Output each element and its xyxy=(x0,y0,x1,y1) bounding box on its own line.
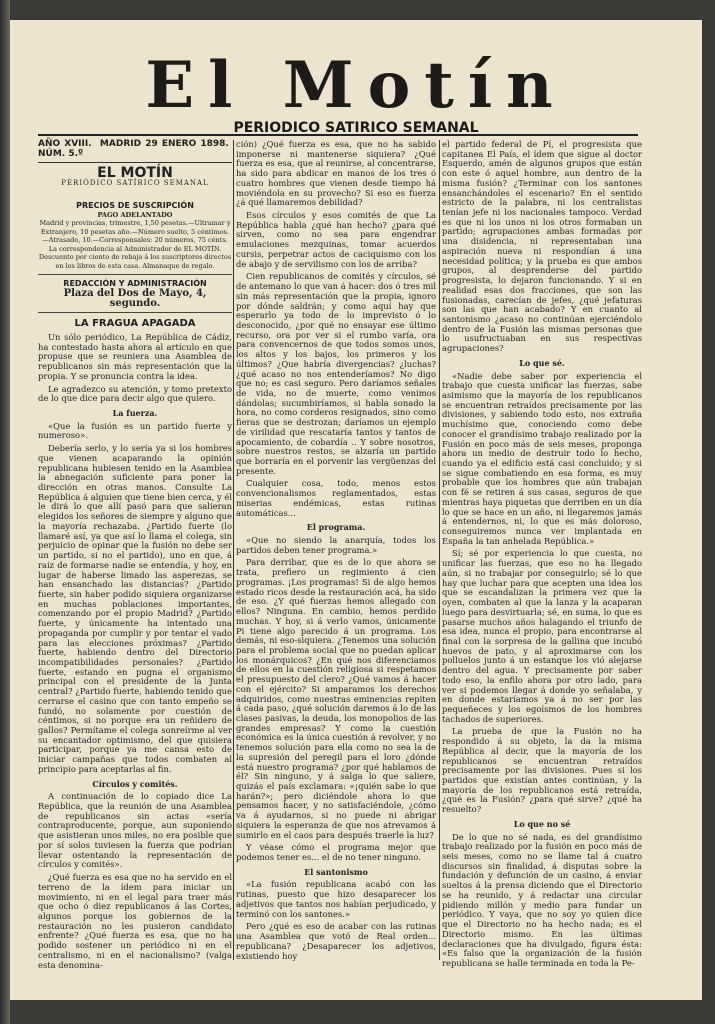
paragraph: Y véase cómo el programa mejor que podemos tener es... el de no tener ninguno. xyxy=(236,842,436,863)
address: Plaza del Dos de Mayo, 4, segundo. xyxy=(63,287,207,309)
newspaper-page xyxy=(10,20,702,1000)
box-title: EL MOTÍN xyxy=(97,165,173,182)
paragraph: «La fusión republicana acabó con las rutinas, puesto que hizo desaparecer los adjetivos que tantos nos habían perjudicado, y terminó con los santones.» xyxy=(236,879,436,919)
issue-date: MADRID 29 ENERO 1898. xyxy=(99,139,229,149)
dateline xyxy=(38,140,232,163)
paragraph: Pero ¿qué es eso de acabar con las rutinas una Asamblea que votó de Real orden... republicana? ¿Desaparecer los adjetivos, existiendo hoy xyxy=(236,921,436,961)
paragraph: Un sólo periódico, La República de Cádiz, ha contestado hasta ahora al artículo en que propuse que se reuniera una Asamblea de republicanos sin más representación que la propia. Y se pronuncia contra la idea. xyxy=(38,331,232,381)
article-title: LA FRAGUA APAGADA xyxy=(74,318,196,330)
prices-text: Madrid y provincias, trimestre, 1,50 pesetas.—Ultramar y Extranjero, 10 pesetas año.—Número suelto, 5 céntimos.—Atrasado, 10.—Corresponsales: 20 números, 75 cénts. La correspondencia al Administrador de EL MOTÍN. Descuento por ciento de rebaja á los suscriptores directos en los libros de esta casa. Almanaque de regalo. xyxy=(38,219,232,270)
issue-number: NÚM. 5.º xyxy=(38,148,84,159)
subheading: Lo que no sé xyxy=(513,818,571,829)
issue-year: AÑO XVIII. xyxy=(38,139,92,149)
paragraph: Cien republicanos de comités y círculos, sé de antemano lo que van á hacer: dos ó tres mil sin más representación que la propia, ignoro por dónde saldrán; y como aquí hay que esperarlo ya todo de lo imprevisto ó lo desconocido, ¿por qué no ensayar ese último recurso, ora por ver si el rumbo varía, ora para convencernos de que todos somos unos, los altos y los bajos, los primeros y los últimos? ¿Que habría divergencias? ¿luchas? ¿qué acaso no nos entenderíamos? No digo que no; es casi seguro. Pero daríamos señales de vida, no de muerte, como venimos dándolas; sucumbiríamos, si habla sonado la hora, no como corderos resignados, sino como fieras que se destrozan; daríamos un ejemplo de virilidad que rescataría tantos y tantos de apocamiento, de cobardía .. Y sobre nosotros, sobre nuestros restos, se alzaría un partido que borraría en el porvenir las vergüenzas del presente. xyxy=(236,271,436,476)
paragraph: Le agradezco su atención, y tomo pretexto de lo que dice para decir algo que quiero. xyxy=(38,383,232,404)
paragraph: ción) ¿Qué fuerza es esa, que no ha sabido imponerse ni mantenerse siquiera? ¿Qué fuerza es esa, que al reunirse, al concentrarse, ha sido para abdicar en manos de los tres ó cuatro hombres que vienen desde tiempo há moviéndola en su provecho? Si eso es fuerza ¿á qué llamaremos debilidad? xyxy=(236,139,436,208)
newspaper-subtitle: PERIODICO SATIRICO SEMANAL xyxy=(233,120,479,136)
subscription-box xyxy=(38,165,232,309)
paragraph: el partido federal de Pí, el progresista que capitanea El País, el ídem que sigue al doctor Esquerdo, amén de algunos grupos que están con este ó aquel hombre, aun dentro de la misma fusión? ¿Terminar con los santones ensanchándoles el escenario? En el sentido estricto de la palabra, ni los centralistas tenían jefe ni los nacionales tampoco. Verdad es que ni los unos ni los otros formaban un partido; agrupaciones ambas formadas por una disidencia, ni representaban una aspiración nueva ni respondían á una necesidad política; y la prueba es que ambos grupos, al desprenderse del partido progresista, lo dejaron funcionando. Y si en realidad esas dos fracciones, que son las fusionadas, carecían de jefes, ¿qué jefaturas son las que han acabado? Y en cuanto al santonismo ¿acaso no continúan ejerciéndolo dentro de la Fusión las mismas personas que lo usufructuaban en sus respectivas agrupaciones? xyxy=(442,139,642,354)
paragraph: Debería serlo, y lo sería ya si los hombres que vienen acaparando la opinión republicana hubiesen tenido en la Asamblea la abnegación suficiente para poner la dirección en otras manos. Consulte La República á alguien que tiene bien cerca, y él le dirá lo que allí pasó para que salieran elegidos los señores de siempre y alguno que la mayoría rechazaba. ¿Partido fuerte (lo llamaré así, ya que así lo llama el colega, sin perjuicio de opinar que la fusión no debe ser un partido, si no el partido), uno en que, á raíz de formarse nadie se entendía, y hoy, en lugar de haberse limado las asperezas, se han ensanchado las distancias? ¿Partido fuerte, sin haber podido siquiera organizarse en muchas poblaciones importantes, comenzando por el propio Madrid? ¿Partido fuerte, y únicamente ha intentado una propaganda por cumplir y por tentar el vado para las elecciones próximas? ¿Partido fuerte, habiendo dentro del Directorio incompatibilidades personales? ¿Partido fuerte, estando en pugna el organismo principal con el presidente de la Junta central? ¿Partido fuerte, habiendo tenido que cerrarse el casino que con tanto empeño se fundó, no solamente por cuestión de céntimos, si no porque era un reñidero de gallos? Permítame el colega sonreírme al ver su encantador optimismo, del que quisiera participar, porque ya me cansa esto de iniciar campañas que todos combaten al principio para aceptarlas al fin. xyxy=(38,443,232,774)
masthead xyxy=(10,48,702,136)
newspaper-title: El Motín xyxy=(145,48,567,123)
box-divider xyxy=(38,274,232,275)
paragraph: La prueba de que la Fusión no ha respondido á su objeto, la da la misma República al decir, que la mayoría de los republicanos se encuentran retraídos precisamente por las divisiones. Pues si los partidos que existían antes continúan, y la mayoría de los republicanos está retraída, ¿qué es la Fusión? ¿para qué sirve? ¿qué ha resuelto? xyxy=(442,726,642,815)
paragraph: «Que no siendo la anarquía, todos los partidos deben tener programa.» xyxy=(236,535,436,555)
prices-subheading: PAGO ADELANTADO xyxy=(97,210,173,219)
subheading: La fuerza. xyxy=(112,408,158,418)
column-divider xyxy=(233,140,234,960)
paragraph: ¿Qué fuerza es esa que no ha servido en el terreno de la ídem para iniciar un movimiento, ni en el legal para traer más que ocho ó diez republicanos á las Cortes, algunos porque los gobiernos de la restauración no les pusieron candidato enfrente? ¿Qué fuerza es esa, que no ha podido sostener un periódico ni en el centralismo, ni en el nacionalismo? (valga esta denomina- xyxy=(38,872,232,970)
column-2 xyxy=(236,140,436,964)
paragraph: Sí; sé por experiencia lo que cuesta, no unificar las fuerzas, que eso no ha llegado aún, si no trabajar por conseguirlo; sé lo que hay que luchar para que acepten una idea los que se escandalizan la primera vez que la oyen, combaten al que la lanza y la acaparan luego para desvirtuarla; sé, en suma, lo que es pasarse muchos años halagando el triunfo de esa idea, nunca el propio, para encontrarse al final con la sorpresa de la gallina que incubó huevos de pato, y al aproximarse con los polluelos junto á un estanque los vió alejarse dentro del agua. Y precisamente por saber todo eso, la enfilo ahora por otro lado, para ver si podemos llegar á donde yo señalaba, y en donde estaríamos ya á no ser por las pequeñeces y los egoísmos de los hombres tachados de superiores. xyxy=(442,548,642,724)
paragraph: Para derribar, que es de lo que ahora se trata, prefiero un regimiento á cien programas. ¡Los programas! Si de algo hemos estado ricos desde la restauración acá, ha sido de eso. ¿Y qué fuerzas hemos allegado con ellos? Ninguna. En cambio, hemos perdido muchas. Y hoy, si á verlo vamos, únicamente Pi tiene algo parecido á un programa. Los demás, ni eso-siquiera. ¿Tenemos una solución para el problema social que no puedan aplicar los monárquicos? ¿En qué nos diferenciamos de ellos en la cuestión religiosa si respetamos el presupuesto del clero? ¿Qué vamos á hacer con el ejército? Si amparamos los derechos adquiridos, como nuestras eminencias repiten á cada paso, ¿qué solución daremos á lo de las clases pasivas, la deuda, los monopolios de las grandes empresas? Y como la cuestión económica es la única cuestión á revolver, y no tenemos solución para ella como no sea la de la supresión del peregil para el loro ¿dónde está nuestro programa? ¿por qué hablamos de él? Sin ninguno, y á salga lo que saliere, quizás el país exclamara: «¡quién sabe lo que harán?»; pero diciéndole ahora lo que pensamos hacer, y no satisfaciéndole, ¿cómo va á ayudarnos, si no puede ni abrigar siquiera la esperanza de que nos atrevamos á sumirlo en el caos para después traerle la luz? xyxy=(236,557,436,840)
subheading: Lo que sé. xyxy=(519,357,565,368)
paragraph: Cualquier cosa, todo, menos estos convencionalismos reglamentados, estas miserias endémicas, estas rutinas automáticas... xyxy=(236,478,436,518)
column-1 xyxy=(38,140,232,973)
paragraph: Esos círculos y esos comités de que La República habla ¿qué han hecho? ¿para qué sirven, como no sea para engendrar emulaciones mezquinas, tomar acuerdos cursis, perpetrar actos de caciquismo con los de abajo y de servilismo con los de arriba? xyxy=(236,210,436,269)
column-divider xyxy=(439,140,440,960)
prices-heading: PRECIOS DE SUSCRIPCIÓN xyxy=(76,200,194,210)
paragraph: De lo que no sé nada, es del grandísimo trabajo realizado por la fusión en poco más de seis meses, como no se llame tal á cuatro discursos sin finalidad, á disputas sobre la fundación y defunción de un casino, á enviar sueltos á la prensa diciendo que el Directorio se ha reunido, y á redactar una circular pidiendo millón y medio para fundar un periódico. Y vaya, que no soy yo quien dice que el Directorio no ha hecho nada; es el Directorio mismo. En las últimas declaraciones que ha divulgado, figura ésta: «Es falso que la organización de la fusión republicana se halle terminada en toda la Pe- xyxy=(442,831,642,968)
section-divider xyxy=(38,312,232,313)
paragraph: A continuación de lo copiado dice La República, que la reunión de una Asamblea de republicanos sin actas «sería contraproducente, porque, aun suponiendo que asistieran unos miles, no era posible que por sí solos tuviesen la fuerza que podrían llevar ostentando la representación de círculos y comités». xyxy=(38,791,232,870)
column-3 xyxy=(442,140,642,972)
box-subtitle: PERIÓDICO SATÍRICO SEMANAL xyxy=(61,179,209,188)
paragraph: «Nadie debe saber por experiencia el trabajo que cuesta unificar las fuerzas, sabe asimismo que la mayoría de los republicanos se encuentran retraídos precisamente por las divisiones, y sabiendo todo esto, nos extraña muchísimo que, conociendo como debe conocer el grandísimo trabajo realizado por la Fusión en poco más de seis meses, proponga ahora un medio de destruir todo lo hecho, cuando ya el edificio está casi concluido; y si se sigue combatiendo en esa forma, es muy probable que los hombres que aún trabajan con fé se retiren á sus casas, seguros de que mientras haya piquetas que derriben en un día lo que se hace en un año, ni llegaremos jamás á entendernos, ni, lo que es más doloroso, conseguiremos nunca ver implantada en España la tan anhelada República.» xyxy=(442,370,642,546)
subheading: El santonismo xyxy=(304,866,368,877)
paragraph: «Que la fusión es un partido fuerte y numeroso». xyxy=(38,420,232,441)
subheading: El programa. xyxy=(306,522,366,533)
admin-heading: REDACCIÓN Y ADMINISTRACIÓN xyxy=(63,279,207,289)
header-rule xyxy=(38,134,638,136)
binding-edge xyxy=(0,0,10,1024)
subheading: Círculos y comités. xyxy=(92,778,178,789)
